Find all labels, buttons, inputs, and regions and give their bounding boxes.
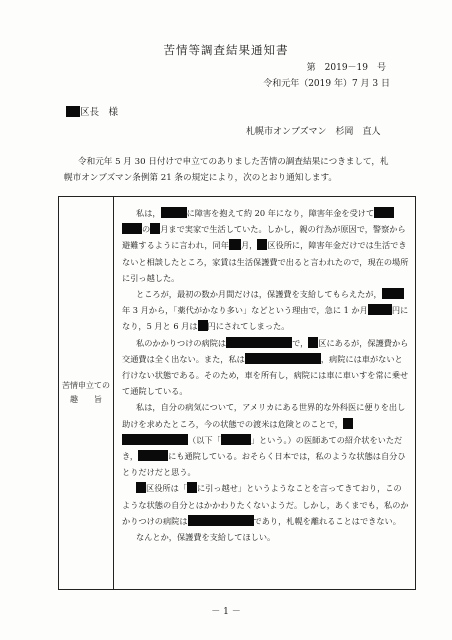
redaction-block: [122, 223, 142, 234]
sender: 札幌市オンブズマン 杉岡 直人: [246, 127, 381, 137]
text-segment: にも通院している。おそらく日本では，私のような状態は自分ひとりだけだと思う。: [122, 451, 406, 478]
text-segment: 区役所は「: [146, 483, 187, 494]
redaction-block: [138, 450, 168, 461]
complaint-paragraph: [122, 399, 409, 480]
redaction-block: [161, 207, 187, 218]
document-title: 苦情等調査結果通知書: [163, 43, 289, 57]
text-segment: 私は，: [136, 208, 161, 218]
intro-paragraph: [64, 154, 394, 186]
text-segment: 月，: [240, 240, 258, 251]
redaction-block: [187, 482, 197, 493]
complaint-table: [58, 196, 416, 590]
table-label: [59, 197, 114, 590]
page-number: － 1 －: [211, 607, 241, 617]
redaction-block: [66, 106, 80, 117]
redaction-block: [382, 288, 404, 299]
complaint-paragraph: [122, 335, 409, 400]
redaction-block: [221, 434, 251, 445]
text-segment: の: [142, 224, 151, 235]
text-segment: ところが，最初の数か月間だけは，保護費を支給してもらえたが，: [136, 289, 382, 300]
redaction-block: [257, 239, 267, 250]
text-segment: 私は，自分の病気について，アメリカにある世界的な外科医に便りを出し助けを求めたところ，今の状態での渡米は危険とのことで，: [122, 402, 406, 429]
text-segment: ，病院には車がないと行けない状態である。そのため，車を所有し，病院には車に車いすを常に乗せて通院している。: [122, 353, 409, 397]
text-segment: （以下「: [188, 434, 221, 445]
text-segment: 年 3 月から，「薬代がかなり多い」などという理由で，急に 1 か月: [122, 305, 368, 316]
text-segment: 円にされてしまった。: [207, 321, 290, 332]
addressee: [66, 104, 118, 118]
redaction-block: [150, 223, 160, 234]
redaction-block: [374, 207, 394, 218]
complaint-paragraph: [122, 480, 409, 529]
text-segment: 円になり，5 月と 6 月は: [122, 305, 409, 332]
redaction-block: [198, 320, 208, 331]
intro-text: 令和元年 5 月 30 日付けで申立てのありました苦情の調査結果につきまして，札幌市オンブズマン条例第 21 条の規定により，次のとおり通知します。: [64, 157, 389, 183]
redaction-block: [368, 304, 392, 315]
redaction-block: [188, 515, 254, 526]
redaction-block: [308, 337, 318, 348]
text-segment: 」という。）の医師あての紹介状をいただき，: [122, 434, 403, 462]
complaint-paragraph: [122, 205, 409, 286]
table-label-line: 苦情申立ての: [62, 381, 110, 390]
text-segment: 月まで実家で生活していた。しかし，親の行為が原因で，警察から避難するように言われ，同年: [122, 224, 406, 251]
document-date: 令和元年（2019 年）7 月 3 日: [263, 79, 390, 89]
redaction-block: [226, 337, 292, 348]
table-label-line: 趣 旨: [70, 395, 102, 404]
redaction-block: [229, 239, 241, 250]
text-segment: 区にあるが，保護費から交通費は全く出ない。また，私は: [122, 337, 409, 364]
complaint-body: [114, 197, 416, 590]
document-number: 第 2019－19 号: [306, 63, 386, 73]
addressee-suffix: 区長 様: [80, 107, 119, 118]
redaction-block: [136, 482, 146, 493]
complaint-paragraph: なんとか，保護費を支給してほしい。: [136, 532, 276, 543]
text-segment: で，: [292, 337, 309, 348]
text-segment: であり，札幌を離れることはできない。: [253, 515, 401, 526]
text-segment: に引っ越せ」というようなことを言ってきており，このような状態の自分とはかかわりたくないようだ。しかし，あくまでも，私のかかりつけの病院は: [122, 483, 409, 526]
complaint-paragraph: [122, 286, 409, 335]
text-segment: 私のかかりつけの病院は: [136, 337, 227, 348]
redaction-block: [343, 418, 353, 429]
redaction-block: [245, 353, 321, 364]
text-segment: 区役所に，障害年金だけでは生活できないと相談したところ，家賃は生活保護費で出ると言われたので，現在の場所に引っ越した。: [122, 240, 409, 283]
text-segment: に障害を抱えて約 20 年になり，障害年金を受けて: [186, 208, 375, 218]
redaction-block: [122, 434, 188, 445]
